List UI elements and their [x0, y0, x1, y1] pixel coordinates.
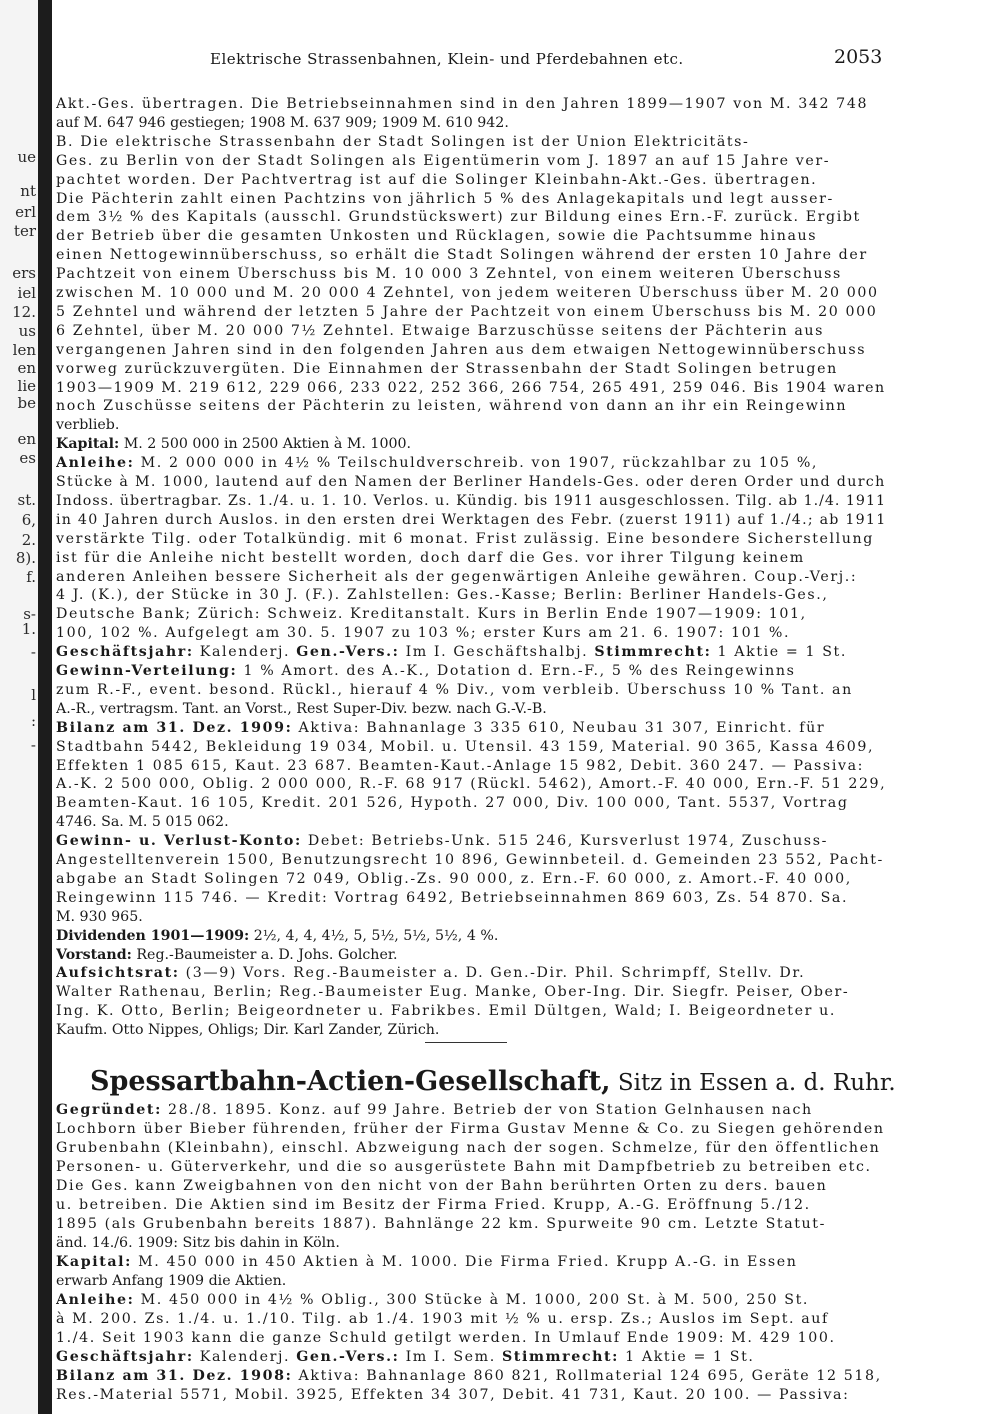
company-seat: Sitz in Essen a. d. Ruhr.: [610, 1070, 896, 1096]
text-line: [56, 833, 886, 849]
entry-text: à M. 200. Zs. 1./4. u. 1./10. Tilg. ab 1./4. 1903 mit ½ % u. ersp. Zs.; Auslos im Sept. auf: [56, 1311, 829, 1327]
gutter-fragment: len: [12, 343, 36, 358]
text-line: [56, 531, 886, 547]
entry-text: (3—9) Vors. Reg.-Baumeister a. D. Gen.-Dir. Phil. Schrimpff, Stellv. Dr.: [179, 965, 806, 982]
gutter-fragment: es: [19, 451, 36, 466]
entry-text: M. 930 965.: [56, 908, 143, 925]
entry-text: M. 2 500 000 in 2500 Aktien à M. 1000.: [119, 436, 412, 453]
entry-label: Gegründet:: [56, 1102, 162, 1118]
entry-text: Die Ges. kann Zweigbahnen von den nicht von der Bahn berührten Orten zu ders. bauen: [56, 1178, 828, 1194]
entry-text: 28./8. 1895. Konz. auf 99 Jahre. Betrieb der von Station Gelnhausen nach: [161, 1102, 813, 1118]
entry-text: Im I. Geschäftshalbj.: [399, 644, 595, 661]
text-line: [56, 115, 886, 131]
entry-label: Geschäftsjahr:: [56, 644, 194, 661]
entry-text: M. 2 000 000 in 4½ % Teilschuldverschreib. von 1907, rückzahlbar zu 105 %,: [134, 455, 819, 472]
entry-text: Grubenbahn (Kleinbahn), einschl. Abzweigung nach der sogen. Schmelze, für den öffentlichen: [56, 1140, 881, 1156]
entry-text: Die Pächterin zahlt einen Pachtzins von jährlich 5 % des Anlagekapitals und legt ausser-: [56, 190, 834, 207]
text-line: [56, 323, 886, 339]
text-line: [56, 814, 886, 830]
text-line: [56, 172, 886, 188]
entry-label: Stimmrecht:: [501, 1349, 620, 1365]
entry-text: Stadtbahn 5442, Bekleidung 19 034, Mobil. u. Utensil. 43 159, Material. 90 365, Kassa 4609,: [56, 738, 875, 755]
entry-text: Stücke à M. 1000, lautend auf den Namen der Berliner Handels-Ges. oder deren Order und durch: [56, 474, 886, 490]
gutter-fragment: erl: [15, 205, 36, 220]
entry-text: auf M. 647 946 gestiegen; 1908 M. 637 909; 1909 M. 610 942.: [56, 114, 509, 131]
gutter-fragment: ue: [17, 150, 36, 165]
entry-text: 2½, 4, 4, 4½, 5, 5½, 5½, 5½, 4 %.: [249, 927, 499, 944]
text-line: [56, 587, 886, 603]
entry-text: dem 3½ % des Kapitals (ausschl. Grundstückswert) zur Bildung eines Ern.-F. zurück. Ergibt: [56, 209, 861, 226]
gutter-fragment: iel: [17, 286, 36, 301]
text-line: [56, 984, 886, 1000]
text-line: [56, 209, 886, 225]
gutter-fragment: ter: [13, 224, 36, 239]
running-title: Elektrische Strassenbahnen, Klein- und Pferdebahnen etc.: [210, 50, 684, 68]
entry-label: Kapital:: [56, 1254, 133, 1270]
text-line: [56, 1140, 886, 1156]
text-line: [56, 285, 886, 301]
entry-text: zwischen M. 10 000 und M. 20 000 4 Zehntel, von jedem weiteren Überschuss über M. 20 000: [56, 285, 879, 301]
entry-text: 1./4. Seit 1903 kann die ganze Schuld getilgt werden. In Umlauf Ende 1909: M. 429 100.: [56, 1330, 836, 1346]
text-line: [56, 569, 886, 585]
text-line: [56, 247, 886, 263]
text-line: [56, 1349, 886, 1365]
gutter-fragment: 8).: [15, 551, 36, 566]
entry-text: Kalenderj.: [193, 644, 297, 661]
entry-text: Walter Rathenau, Berlin; Reg.-Baumeister Eug. Manke, Ober-Ing. Dir. Siegfr. Peiser, Ober-: [56, 984, 850, 1001]
text-line: [56, 304, 886, 320]
entry-text: pachtet worden. Der Pachtvertrag ist auf die Solinger Kleinbahn-Akt.-Ges. übertragen.: [56, 171, 818, 188]
page-number: 2053: [834, 46, 883, 68]
text-line: [56, 928, 886, 944]
text-line: [56, 191, 886, 207]
text-line: [56, 758, 886, 774]
entry-label: Anleihe:: [56, 1292, 135, 1308]
text-line: [56, 947, 886, 963]
text-line: [56, 361, 886, 377]
entry-text: Kalenderj.: [193, 1349, 297, 1365]
entry-label: Gen.-Vers.:: [296, 644, 400, 661]
entry-text: 1903—1909 M. 219 612, 229 066, 233 022, 252 366, 266 754, 265 491, 259 046. Bis 1904 waren: [56, 379, 886, 396]
gutter-fragment: be: [17, 396, 36, 411]
text-line: [56, 871, 886, 887]
entry-text: Ing. K. Otto, Berlin; Beigeordneter u. Fabrikbes. Emil Dültgen, Wald; I. Beigeordneter u.: [56, 1003, 836, 1020]
text-line: [56, 380, 886, 396]
entry-text: Beamten-Kaut. 16 105, Kredit. 201 526, Hypoth. 27 000, Div. 100 000, Tant. 5537, Vortrag: [56, 795, 849, 812]
entry-text: Deutsche Bank; Zürich: Schweiz. Kreditanstalt. Kurs in Berlin Ende 1907—1909: 101,: [56, 606, 807, 623]
entry-text: Reg.-Baumeister a. D. Johs. Golcher.: [131, 946, 398, 963]
book-spine: [38, 0, 52, 1414]
text-line: [56, 795, 886, 811]
text-line: [56, 1311, 886, 1327]
gutter-fragment: -: [30, 645, 36, 660]
entry-text: 1 Aktie = 1 St.: [711, 644, 847, 661]
text-line: [56, 1197, 886, 1213]
entry-text: B. Die elektrische Strassenbahn der Stadt Solingen ist der Union Elektricitäts-: [56, 133, 750, 150]
text-line: [56, 1121, 886, 1137]
entry-text: noch Zuschüsse seitens der Pächterin zu leisten, während von dann an ihr ein Reingewinn: [56, 398, 848, 415]
entry-text: in 40 Jahren durch Auslos. in den ersten drei Werktagen des Febr. (zuerst 1911) auf 1./4.; ab 1911: [56, 511, 886, 528]
entry-text: erwarb Anfang 1909 die Aktien.: [56, 1273, 287, 1289]
entry-text: Lochborn über Bieber führenden, früher der Firma Gustav Menne & Co. zu Siegen gehörenden: [56, 1121, 885, 1137]
text-line: [56, 852, 886, 868]
text-line: [56, 1102, 886, 1118]
text-line: [56, 1003, 886, 1019]
text-line: [56, 1273, 886, 1289]
gutter-fragment: -: [30, 738, 36, 753]
text-line: [56, 398, 886, 414]
entry-text: verstärkte Tilg. oder Totalkündig. mit 6 monat. Frist zulässig. Eine besondere Sicherstellung: [56, 530, 874, 547]
gutter-fragment: 12.: [12, 305, 36, 320]
entry-label: Dividenden 1901—1909:: [56, 927, 250, 944]
entry-text: vorweg zurückzuvergüten. Die Einnahmen der Strassenbahn der Stadt Solingen betrugen: [56, 360, 838, 377]
gutter-fragment: en: [17, 432, 36, 447]
text-line: [56, 342, 886, 358]
text-line: [56, 644, 886, 660]
entry-text: M. 450 000 in 450 Aktien à M. 1000. Die Firma Fried. Krupp A.-G. in Essen: [132, 1254, 798, 1270]
company-name: Spessartbahn-Actien-Gesellschaft,: [90, 1066, 611, 1097]
section-heading: [90, 1066, 896, 1099]
text-line: [56, 1159, 886, 1175]
entry-text: Im I. Sem.: [399, 1349, 502, 1365]
text-line: [56, 1216, 886, 1232]
text-line: [56, 1235, 886, 1251]
text-line: [56, 890, 886, 906]
entry-text: der Betrieb über die gesamten Unkosten und Rücklagen, sowie die Pachtsumme hinaus: [56, 228, 818, 245]
entry-label: Gen.-Vers.:: [296, 1349, 400, 1365]
entry-text: M. 450 000 in 4½ % Oblig., 300 Stücke à M. 1000, 200 St. à M. 500, 250 St.: [134, 1292, 810, 1308]
text-line: [56, 682, 886, 698]
entry-text: 1 % Amort. des A.-K., Dotation d. Ern.-F., 5 % des Reingewinns: [237, 663, 796, 679]
entry-label: Gewinn-Verteilung:: [56, 663, 238, 679]
entry-label: Aufsichtsrat:: [56, 965, 180, 982]
text-line: [56, 1254, 886, 1270]
gutter-fragment: l: [31, 688, 36, 703]
text-line: [56, 1022, 886, 1038]
gutter-fragment: s-: [23, 607, 36, 622]
entry-text: Akt.-Ges. übertragen. Die Betriebseinnahmen sind in den Jahren 1899—1907 von M. 342 748: [56, 96, 869, 112]
text-line: [56, 701, 886, 717]
text-line: [56, 965, 886, 981]
entry-label: Vorstand:: [56, 946, 132, 963]
entry-text: vergangenen Jahren sind in den folgenden Jahren aus dem etwaigen Nettogewinnüberschuss: [56, 341, 867, 358]
text-line: [56, 512, 886, 528]
entry-text: verblieb.: [56, 417, 120, 434]
entry-text: 5 Zehntel und während der letzten 5 Jahre der Pachtzeit von einem Überschuss bis M. 20 000: [56, 303, 878, 320]
text-line: [56, 474, 886, 490]
text-line: [56, 455, 886, 471]
entry-text: A.-K. 2 500 000, Oblig. 2 000 000, R.-F. 68 917 (Rückl. 5462), Amort.-F. 40 000, Ern.-F. 51 229,: [56, 776, 886, 793]
text-line: [56, 153, 886, 169]
entry-label: Stimmrecht:: [594, 644, 712, 661]
text-line: [56, 1330, 886, 1346]
entry-text: 4 J. (K.), der Stücke in 30 J. (F.). Zahlstellen: Ges.-Kasse; Berlin: Berliner Handels-Ges.,: [56, 587, 829, 604]
entry-text: Pachtzeit von einem Überschuss bis M. 10 000 3 Zehntel, von einem weiteren Überschuss: [56, 266, 842, 283]
text-line: [56, 436, 886, 452]
text-line: [56, 1178, 886, 1194]
entry-text: Angestelltenverein 1500, Benutzungsrecht 10 896, Gewinnbeteil. d. Gemeinden 23 552, Pacht-: [56, 852, 884, 868]
text-line: [56, 96, 886, 112]
entry-text: Debet: Betriebs-Unk. 515 246, Kursverlust 1974, Zuschuss-: [301, 833, 828, 850]
entry-text: 100, 102 %. Aufgelegt am 30. 5. 1907 zu 103 %; erster Kurs am 21. 6. 1907: 101 %.: [56, 625, 791, 642]
entry-label: Anleihe:: [56, 455, 135, 472]
gutter-fragment: 1.: [21, 622, 36, 637]
text-line: [56, 739, 886, 755]
entry-text: Kaufm. Otto Nippes, Ohligs; Dir. Karl Zander, Zürich.: [56, 1022, 440, 1039]
entry-text: Aktiva: Bahnanlage 3 335 610, Neubau 31 307, Einricht. für: [292, 719, 826, 736]
entry-text: 6 Zehntel, über M. 20 000 7½ Zehntel. Etwaige Barzuschüsse seitens der Pächterin aus: [56, 322, 825, 339]
text-line: [56, 417, 886, 433]
entry-text: einen Nettogewinnüberschuss, so erhält die Stadt Solingen während der ersten 10 Jahre der: [56, 247, 868, 264]
entry-text: 4746. Sa. M. 5 015 062.: [56, 814, 229, 831]
text-line: [56, 228, 886, 244]
text-line: [56, 776, 886, 792]
entry-text: u. betreiben. Die Aktien sind im Besitz der Firma Fried. Krupp, A.-G. Eröffnung 5./12.: [56, 1197, 811, 1213]
text-line: [56, 606, 886, 622]
section-divider: [425, 1042, 507, 1043]
gutter-fragment: lie: [17, 379, 36, 394]
entry-label: Geschäftsjahr:: [56, 1349, 194, 1365]
text-line: [56, 1368, 886, 1384]
entry-label: Gewinn- u. Verlust-Konto:: [56, 833, 302, 850]
text-line: [56, 909, 886, 925]
entry-text: Indoss. übertragbar. Zs. 1./4. u. 1. 10. Verlos. u. Kündig. bis 1911 ausgeschlossen. Tilg. ab 1./4. 1911: [56, 492, 886, 509]
entry-text: 1 Aktie = 1 St.: [619, 1349, 755, 1365]
entry-text: Reingewinn 115 746. — Kredit: Vortrag 6492, Betriebseinnahmen 869 603, Zs. 54 870. Sa.: [56, 889, 849, 906]
gutter-fragment: st.: [17, 493, 36, 508]
entry-text: anderen Anleihen bessere Sicherheit als der gegenwärtigen Anleihe gewähren. Coup.-Verj.:: [56, 568, 858, 585]
text-line: [56, 550, 886, 566]
gutter-fragment: 6,: [21, 513, 36, 528]
text-line: [56, 134, 886, 150]
text-line: [56, 1387, 886, 1403]
entry-text: änd. 14./6. 1909: Sitz bis dahin in Köln.: [56, 1235, 340, 1251]
text-line: [56, 266, 886, 282]
entry-text: Effekten 1 085 615, Kaut. 23 687. Beamten-Kaut.-Anlage 15 982, Debit. 360 247. — Passiva:: [56, 757, 865, 774]
gutter-fragment: en: [17, 361, 36, 376]
entry-text: Personen- u. Güterverkehr, und die so ausgerüstete Bahn mit Dampfbetrieb zu betreiben etc.: [56, 1159, 872, 1175]
text-line: [56, 625, 886, 641]
text-line: [56, 1292, 886, 1308]
gutter-fragment: 2.: [21, 533, 36, 548]
gutter-fragment: nt: [20, 184, 36, 199]
entry-text: abgabe an Stadt Solingen 72 049, Oblig.-Zs. 90 000, z. Ern.-F. 60 000, z. Amort.-F. 40 000,: [56, 870, 852, 887]
entry-text: A.-R., vertragsm. Tant. an Vorst., Rest Super-Div. bezw. nach G.-V.-B.: [56, 700, 547, 717]
text-line: [56, 493, 886, 509]
entry-text: zum R.-F., event. besond. Rückl., hierauf 4 % Div., vom verbleib. Überschuss 10 % Tant. an: [56, 681, 853, 698]
entry-text: ist für die Anleihe nicht bestellt worden, doch darf die Ges. vor ihrer Tilgung keinem: [56, 549, 805, 566]
gutter-fragment: :: [30, 714, 36, 729]
entry-label: Bilanz am 31. Dez. 1909:: [56, 719, 293, 736]
entry-label: Bilanz am 31. Dez. 1908:: [56, 1368, 293, 1384]
entry-label: Kapital:: [56, 436, 120, 453]
gutter-fragment: f.: [26, 570, 36, 585]
entry-text: Res.-Material 5571, Mobil. 3925, Effekten 34 307, Debit. 41 731, Kaut. 20 100. — Passiva:: [56, 1387, 850, 1403]
entry-text: Aktiva: Bahnanlage 860 821, Rollmaterial 124 695, Geräte 12 518,: [292, 1368, 882, 1384]
text-line: [56, 663, 886, 679]
text-line: [56, 720, 886, 736]
entry-text: Ges. zu Berlin von der Stadt Solingen als Eigentümerin vom J. 1897 an auf 15 Jahre ver-: [56, 152, 831, 169]
gutter-fragment: ers: [12, 266, 36, 281]
entry-text: 1895 (als Grubenbahn bereits 1887). Bahnlänge 22 km. Spurweite 90 cm. Letzte Statut-: [56, 1216, 826, 1232]
gutter-fragment: us: [18, 324, 36, 339]
